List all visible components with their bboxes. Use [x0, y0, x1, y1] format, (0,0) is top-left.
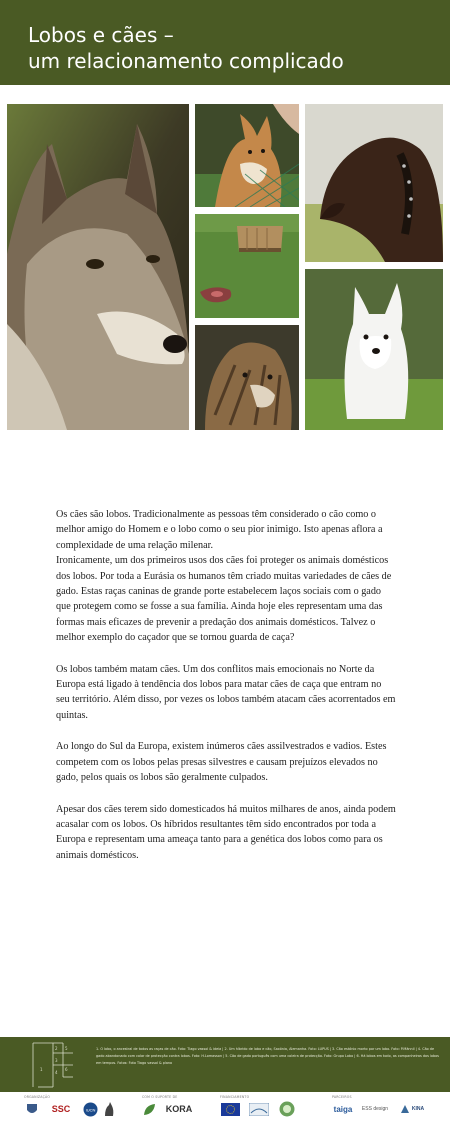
ess-design-logo: ESS design — [361, 1106, 389, 1112]
paragraph-1: Os cães são lobos. Tradicionalmente as pessoas têm considerado o cão como o melhor amigo do Homem e o lobo como o seu pior inimigo. Isto apenas aflora a complexidade de uma relação milenar. — [56, 509, 383, 551]
svg-text:1: 1 — [40, 1067, 43, 1072]
logo-group-label: COM O SUPORTE DE — [142, 1095, 178, 1099]
white-terrier-photo — [305, 269, 443, 430]
title-line-2: um relacionamento complicado — [28, 49, 344, 73]
crest-logo-icon — [24, 1101, 40, 1117]
leaf-logo-icon — [142, 1101, 156, 1117]
svg-text:2: 2 — [55, 1046, 58, 1051]
article-text — [56, 507, 396, 879]
svg-text:4: 4 — [55, 1070, 58, 1075]
taiga-logo: taiga — [333, 1104, 353, 1114]
kora-logo: KORA — [165, 1104, 193, 1114]
paragraph-2: Ironicamente, um dos primeiros usos dos cães foi proteger os animais domésticos dos lobos. Por toda a Eurásia os humanos têm criado muitas variedades de cães de gado. Estas raças caninas de grande porte estabelecem laços sociais com o gado que protegem como se fosse a sua família. Ainda hoje eles representam uma das formas mais eficazes de prevenir a predação dos animais domésticos. Talvez o melhor exemplo do caçador que se tornou guarda de caça? — [56, 555, 392, 644]
svg-text:3: 3 — [55, 1058, 58, 1063]
kennel-and-prey-photo — [195, 214, 299, 318]
logo-group-label: FINANCIAMENTO — [220, 1095, 250, 1099]
partner-logos-bar — [0, 1092, 450, 1125]
ssc-logo: SSC — [51, 1104, 71, 1114]
dog-in-net-photo — [195, 104, 299, 207]
photo-credits: 1. O lobo, o ancestral de todos as raças de cão. Foto: Tiago vassol & ideia | 2. Um híbrido de lobo e cão, Saxónia, Alemanha. Foto: LUPUS | 3. Cão estónio morto por um lobo. Foto: P.Männil | 4. Cão de gado abandonado com colar de protecção contra lobos. Foto: H.Lomasson | 5. Cão de gado português com uma coleira de protecção. Foto: Grupo Lobo | 6. Há lobos em todo, as companheiras dos lobos em tempos. Fotos: Foto Tiago vassol & plano — [96, 1047, 439, 1065]
logo-group-label: ORGANIZAÇÃO — [24, 1095, 51, 1099]
wolf-portrait-photo — [7, 104, 189, 430]
title-banner — [0, 0, 450, 85]
logo-group-label: PARCEIROS — [332, 1095, 352, 1099]
svg-text:5: 5 — [65, 1046, 68, 1051]
iucn-text: IUCN — [85, 1107, 95, 1112]
kina-logo: KINA — [398, 1101, 426, 1117]
paragraph-3: Os lobos também matam cães. Um dos conflitos mais emocionais no Norte da Europa está ligado à tendência dos lobos para matar cães de caça que entram no seu território. Além disso, por vezes os lobos também atacam cães acorrentados em quintas. — [56, 663, 396, 721]
photo-index-diagram-icon — [28, 1041, 88, 1089]
paragraph-5: Apesar dos cães terem sido domesticados há muitos milhares de anos, ainda podem acasalar com os lobos. Os híbridos resultantes têm sido encontrados por toda a Europa e representam uma ameaça tanto para a genética dos lobos como para os animais domésticos. — [56, 803, 396, 861]
svg-text:6: 6 — [65, 1067, 68, 1072]
title-line-1: Lobos e cães – — [28, 23, 174, 47]
wolf-silhouette-logo-icon — [102, 1101, 116, 1117]
poster-title — [28, 22, 344, 74]
eu-flag-icon — [220, 1101, 240, 1117]
dark-dog-with-collar-photo — [305, 104, 443, 262]
program-logo-icon — [248, 1101, 270, 1117]
footer-banner — [0, 1037, 450, 1092]
round-seal-logo-icon — [278, 1101, 296, 1117]
iucn-logo — [82, 1101, 98, 1117]
brindle-dog-photo — [195, 325, 299, 430]
paragraph-4: Ao longo do Sul da Europa, existem inúmeros cães assilvestrados e vadios. Estes competem com os lobos pelas presas silvestres e causam prejuízos elevados no gado, pelos quais os lobos são geralmente culpados. — [56, 741, 387, 784]
